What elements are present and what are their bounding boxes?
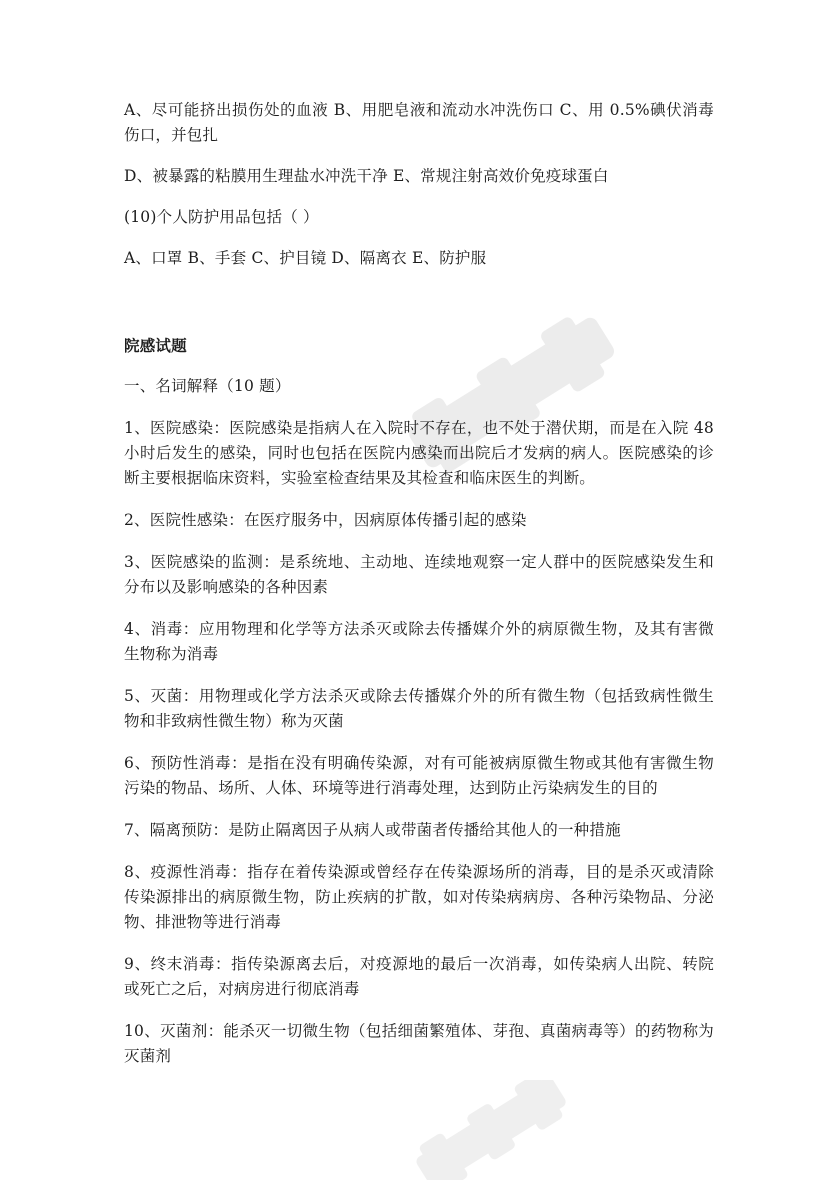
section-subtitle: 一、名词解释（10 题） [124,377,291,395]
option-line-2: D、被暴露的粘膜用生理盐水冲洗干净 E、常规注射高效价免疫球蛋白 [124,167,609,185]
definition-item: 10、灭菌剂：能杀灭一切微生物（包括细菌繁殖体、芽孢、真菌病毒等）的药物称为灭菌剂 [124,1022,714,1065]
definition-item: 9、终末消毒：指传染源离去后，对疫源地的最后一次消毒，如传染病人出院、转院或死亡之后，对病房进行彻底消毒 [124,955,714,998]
definition-item: 8、疫源性消毒：指存在着传染源或曾经存在传染源场所的消毒，目的是杀灭或清除传染源排出的病原微生物，防止疾病的扩散，如对传染病病房、各种污染物品、分泌物、排泄物等进行消毒 [124,863,714,931]
question-10: (10)个人防护用品包括（ ） [124,208,319,226]
definition-item: 2、医院性感染：在医疗服务中，因病原体传播引起的感染 [124,511,527,529]
definition-item: 6、预防性消毒：是指在没有明确传染源，对有可能被病原微生物或其他有害微生物污染的物品、场所、人体、环境等进行消毒处理，达到防止污染病发生的目的 [124,754,714,797]
watermark-logo-icon-bottom [390,1080,590,1180]
section-title: 院感试题 [124,336,187,355]
definition-item: 4、消毒：应用物理和化学等方法杀灭或除去传播媒介外的病原微生物，及其有害微生物称为消毒 [124,620,714,663]
document-body [124,98,714,1069]
definition-item: 7、隔离预防：是防止隔离因子从病人或带菌者传播给其他人的一种措施 [124,821,621,839]
definition-item: 1、医院感染：医院感染是指病人在入院时不存在，也不处于潜伏期，而是在入院 48 小时后发生的感染，同时也包括在医院内感染而出院后才发病的病人。医院感染的诊断主要根据临床资料，实验室检查结果及其检查和临床医生的判断。 [124,419,714,487]
definition-item: 3、医院感染的监测：是系统地、主动地、连续地观察一定人群中的医院感染发生和分布以及影响感染的各种因素 [124,553,714,596]
question-10-options: A、口罩 B、手套 C、护目镜 D、隔离衣 E、防护服 [124,249,487,267]
option-line-1: A、尽可能挤出损伤处的血液 B、用肥皂液和流动水冲洗伤口 C、用 0.5%碘伏消毒伤口，并包扎 [124,101,714,144]
definition-item: 5、灭菌：用物理或化学方法杀灭或除去传播媒介外的所有微生物（包括致病性微生物和非致病性微生物）称为灭菌 [124,687,714,730]
